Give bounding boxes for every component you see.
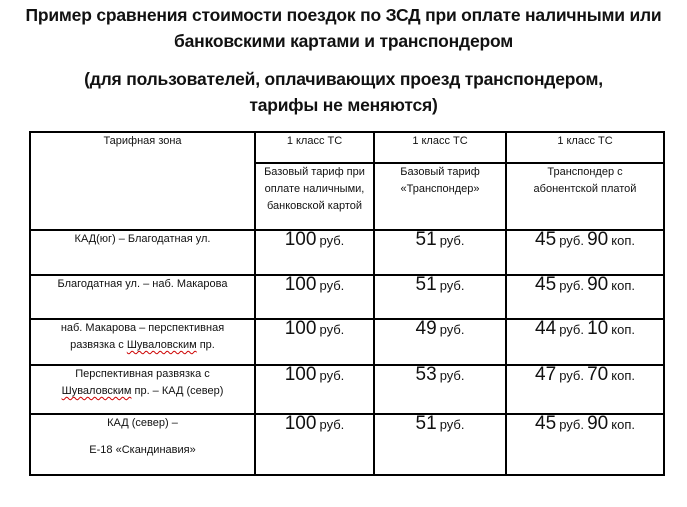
subscription-price-cell [506,319,664,365]
price-value: 100 [284,364,317,385]
transponder-class-header: 1 класс ТС [374,132,506,163]
price-kop-unit: коп. [611,322,635,337]
line-gap [31,432,254,442]
cash-class-header: 1 класс ТС [255,132,374,163]
price-kop-unit: коп. [611,278,635,293]
price-kop-unit: коп. [611,233,635,248]
zone-name: пр. [196,339,215,351]
price-kop-value: 90 [587,413,609,434]
price-unit: руб. [559,278,584,293]
zone-column-header: Тарифная зона [30,132,255,230]
cash-price-cell [255,230,374,275]
zone-cell [30,319,255,365]
cash-price-cell [255,414,374,475]
price-unit: руб. [439,322,465,337]
price-kop-value: 90 [587,229,609,250]
price-value: 100 [284,229,317,250]
subscription-price-cell [506,365,664,414]
table-row [30,365,664,414]
header-text: Базовый тариф при [264,166,365,178]
price-kop-value: 70 [587,364,609,385]
zone-name: КАД (север) – [107,417,178,429]
price-unit: руб. [319,368,345,383]
zone-name: КАД(юг) – Благодатная ул. [74,233,211,245]
cash-price-cell [255,275,374,319]
price-unit: руб. [319,322,345,337]
header-text: банковской картой [267,200,362,212]
header-text: Базовый тариф [400,166,480,178]
price-unit: руб. [319,278,345,293]
price-value: 45 [535,229,557,250]
price-kop-value: 90 [587,274,609,295]
table-row [30,319,664,365]
price-value: 100 [284,318,317,339]
header-text: «Транспондер» [400,183,480,195]
zone-name: Перспективная развязка с [75,368,210,380]
table-row [30,275,664,319]
transponder-price-cell [374,365,506,414]
header-text: абонентской платой [533,183,637,195]
price-kop-value: 10 [587,318,609,339]
price-unit: руб. [439,368,465,383]
title-line-2: банковскими картами и транспондером [174,31,513,51]
subscription-tariff-header [506,163,664,230]
spellcheck-word: Шуваловским [126,339,197,351]
cash-price-cell [255,365,374,414]
price-unit: руб. [559,322,584,337]
price-kop-unit: коп. [611,368,635,383]
zone-name: Благодатная ул. – наб. Макарова [57,278,228,290]
zone-cell [30,414,255,475]
zone-name: развязка с [70,339,127,351]
price-unit: руб. [559,233,584,248]
title-line-1: Пример сравнения стоимости поездок по ЗСД при оплате наличными или [25,5,662,25]
table-row [30,230,664,275]
price-value: 47 [535,364,557,385]
price-value: 45 [535,413,557,434]
price-unit: руб. [559,368,584,383]
subtitle-line-1: (для пользователей, оплачивающих проезд транспондером, [84,69,603,89]
price-unit: руб. [559,417,584,432]
zone-name: пр. – КАД (север) [131,385,224,397]
cash-tariff-header [255,163,374,230]
price-unit: руб. [439,233,465,248]
price-unit: руб. [439,278,465,293]
zone-cell [30,230,255,275]
price-value: 51 [415,229,437,250]
cash-price-cell [255,319,374,365]
header-text: оплате наличными, [264,183,365,195]
subscription-price-cell [506,414,664,475]
subscription-class-header: 1 класс ТС [506,132,664,163]
transponder-price-cell [374,275,506,319]
price-value: 49 [415,318,437,339]
zone-name: наб. Макарова – перспективная [60,322,225,334]
price-value: 100 [284,413,317,434]
transponder-price-cell [374,414,506,475]
zone-cell [30,365,255,414]
price-unit: руб. [319,233,345,248]
subscription-price-cell [506,230,664,275]
transponder-price-cell [374,230,506,275]
spellcheck-word: Шуваловским [61,385,132,397]
price-value: 44 [535,318,557,339]
price-value: 51 [415,274,437,295]
transponder-tariff-header [374,163,506,230]
price-value: 51 [415,413,437,434]
price-unit: руб. [319,417,345,432]
table-row [30,414,664,475]
price-unit: руб. [439,417,465,432]
price-value: 45 [535,274,557,295]
price-value: 100 [284,274,317,295]
subtitle-line-2: тарифы не меняются) [249,95,438,115]
zone-cell [30,275,255,319]
price-kop-unit: коп. [611,417,635,432]
header-text: Транспондер с [547,166,623,178]
tariff-comparison-table [29,131,665,476]
transponder-price-cell [374,319,506,365]
zone-name: Е-18 «Скандинавия» [89,444,196,456]
subscription-price-cell [506,275,664,319]
header-row-class [30,132,664,163]
price-value: 53 [415,364,437,385]
